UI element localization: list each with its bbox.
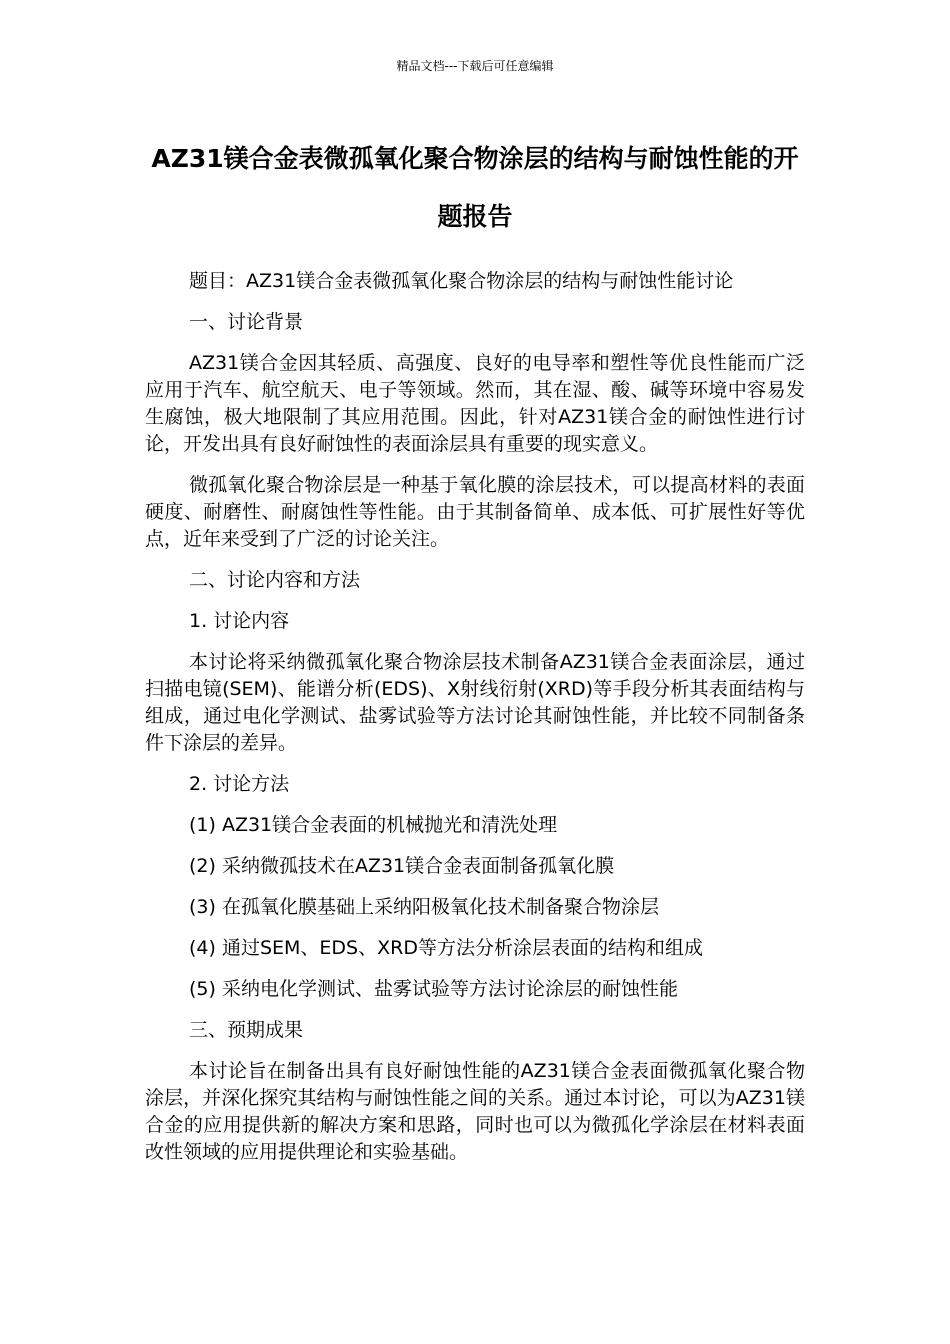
subsection-heading-methods: 2. 讨论方法 <box>189 773 290 795</box>
document-title: AZ31镁合金表微孤氧化聚合物涂层的结构与耐蚀性能的开题报告 <box>151 144 799 231</box>
section-heading-expected: 三、预期成果 <box>189 1019 304 1041</box>
method-item: (3) 在孤氧化膜基础上采纳阳极氧化技术制备聚合物涂层 <box>189 896 659 918</box>
expected-paragraph: 本讨论旨在制备出具有良好耐蚀性能的AZ31镁合金表面微孤氧化聚合物涂层，并深化探究其结构与耐蚀性能之间的关系。通过本讨论，可以为AZ31镁合金的应用提供新的解决方案和思路，同时也可以为微孤化学涂层在材料表面改性领域的应用提供理论和实验基础。 <box>145 1060 805 1163</box>
section-heading-background: 一、讨论背景 <box>189 311 304 333</box>
section-heading-content-methods: 二、讨论内容和方法 <box>189 569 361 591</box>
background-paragraph-1: AZ31镁合金因其轻质、高强度、良好的电导率和塑性等优良性能而广泛应用于汽车、航空航天、电子等领域。然而，其在湿、酸、碱等环境中容易发生腐蚀，极大地限制了其应用范围。因此，针对AZ31镁合金的耐蚀性进行讨论，开发出具有良好耐蚀性的表面涂层具有重要的现实意义。 <box>145 352 805 455</box>
method-item: (1) AZ31镁合金表面的机械抛光和清洗处理 <box>189 814 558 836</box>
topic-line: 题目：AZ31镁合金表微孤氧化聚合物涂层的结构与耐蚀性能讨论 <box>189 270 734 292</box>
content-paragraph: 本讨论将采纳微孤氧化聚合物涂层技术制备AZ31镁合金表面涂层，通过扫描电镜(SEM)、能谱分析(EDS)、X射线衍射(XRD)等手段分析其表面结构与组成，通过电化学测试、盐雾试验等方法讨论其耐蚀性能，并比较不同制备条件下涂层的差异。 <box>145 651 805 754</box>
document-body <box>145 268 805 1180</box>
header-note: 精品文档---下载后可任意编辑 <box>396 59 554 73</box>
method-item: (5) 采纳电化学测试、盐雾试验等方法讨论涂层的耐蚀性能 <box>189 978 678 1000</box>
method-item: (4) 通过SEM、EDS、XRD等方法分析涂层表面的结构和组成 <box>189 937 703 959</box>
background-paragraph-2: 微孤氧化聚合物涂层是一种基于氧化膜的涂层技术，可以提高材料的表面硬度、耐磨性、耐腐蚀性等性能。由于其制备简单、成本低、可扩展性好等优点，近年来受到了广泛的讨论关注。 <box>145 474 805 550</box>
subsection-heading-content: 1. 讨论内容 <box>189 610 290 632</box>
method-item: (2) 采纳微孤技术在AZ31镁合金表面制备孤氧化膜 <box>189 855 615 877</box>
